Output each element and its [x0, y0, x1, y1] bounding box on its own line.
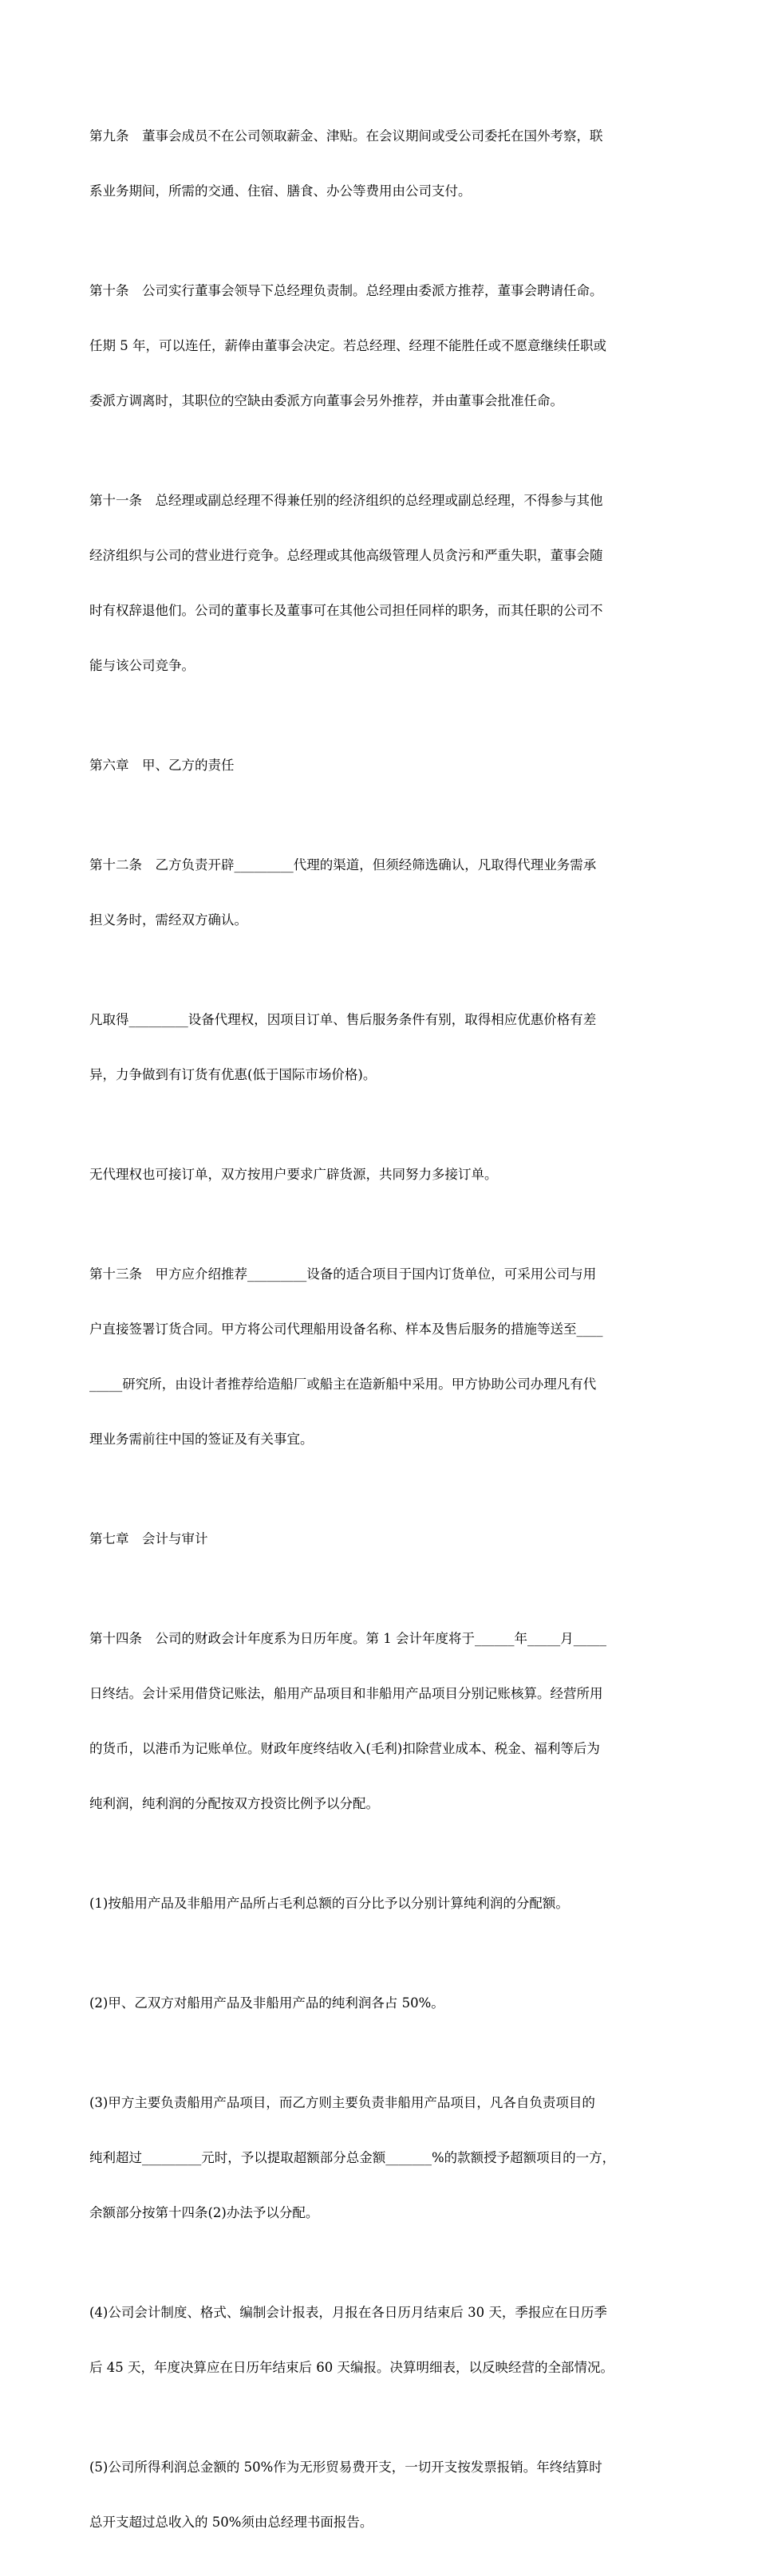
text-line: 第六章 甲、乙方的责任: [89, 758, 235, 773]
article-10: [89, 245, 670, 447]
text-line: (4)公司会计制度、格式、编制会计报表，月报在各日历月结束后 30 天，季报应在日历季: [89, 2305, 607, 2320]
article-12-agency-rights: [89, 974, 670, 1121]
text-line: 的货币，以港币为记账单位。财政年度终结收入(毛利)扣除营业成本、税金、福利等后为: [89, 1741, 600, 1756]
text-line: 担义务时，需经双方确认。: [89, 912, 247, 928]
article-14-item-3: [89, 2057, 670, 2259]
text-line: 时有权辞退他们。公司的董事长及董事可在其他公司担任同样的职务，而其任职的公司不: [89, 603, 603, 618]
article-11: [89, 455, 670, 711]
text-line: 第十条 公司实行董事会领导下总经理负责制。总经理由委派方推荐，董事会聘请任命。: [89, 283, 603, 298]
text-line: 纯利润，纯利润的分配按双方投资比例予以分配。: [89, 1796, 379, 1811]
text-line: (2)甲、乙双方对船用产品及非船用产品的纯利润各占 50%。: [89, 1995, 444, 2011]
chapter-7-heading: [89, 1493, 670, 1585]
text-line: 户直接签署订货合同。甲方将公司代理船用设备名称、样本及售后服务的措施等送至____: [89, 1321, 603, 1337]
text-line: 委派方调离时，其职位的空缺由委派方向董事会另外推荐，并由董事会批准任命。: [89, 393, 563, 408]
article-13: [89, 1228, 670, 1485]
text-line: 余额部分按第十四条(2)办法予以分配。: [89, 2205, 319, 2220]
text-line: (5)公司所得利润总金额的 50%作为无形贸易费开支，一切开支按发票报销。年终结算时: [89, 2460, 602, 2475]
article-12-orders: [89, 1128, 670, 1220]
text-line: 后 45 天，年度决算应在日历年结束后 60 天编报。决算明细表，以反映经营的全部情况。: [89, 2360, 614, 2375]
document-page: [89, 90, 670, 2576]
chapter-6-heading: [89, 719, 670, 811]
article-14-item-4: [89, 2267, 670, 2413]
text-line: 日终结。会计采用借贷记账法，船用产品项目和非船用产品项目分别记账核算。经营所用: [89, 1686, 603, 1701]
text-line: 任期 5 年，可以连任，薪俸由董事会决定。若总经理、经理不能胜任或不愿意继续任职或: [89, 338, 606, 353]
article-14-item-1: [89, 1857, 670, 1949]
article-14-item-5: [89, 2421, 670, 2568]
text-line: 能与该公司竞争。: [89, 658, 195, 673]
article-9: [89, 90, 670, 237]
text-line: (1)按船用产品及非船用产品所占毛利总额的百分比予以分别计算纯利润的分配额。: [89, 1896, 569, 1911]
text-line: 第十三条 甲方应介绍推荐_________设备的适合项目于国内订货单位，可采用公司与用: [89, 1266, 597, 1282]
text-line: 第七章 会计与审计: [89, 1531, 208, 1546]
article-14: [89, 1593, 670, 1849]
text-line: 总开支超过总收入的 50%须由总经理书面报告。: [89, 2515, 373, 2530]
text-line: 第九条 董事会成员不在公司领取薪金、津贴。在会议期间或受公司委托在国外考察，联: [89, 128, 603, 144]
text-line: _____研究所，由设计者推荐给造船厂或船主在造新船中采用。甲方协助公司办理凡有代: [89, 1377, 597, 1392]
text-line: 纯利超过_________元时，予以提取超额部分总金额_______%的款额授予超额项目的一方，: [89, 2150, 616, 2165]
text-line: 第十二条 乙方负责开辟_________代理的渠道，但须经筛选确认，凡取得代理业务需承: [89, 857, 597, 872]
text-line: (3)甲方主要负责船用产品项目，而乙方则主要负责非船用产品项目，凡各自负责项目的: [89, 2095, 595, 2110]
text-line: 系业务期间，所需的交通、住宿、膳食、办公等费用由公司支付。: [89, 183, 472, 199]
text-line: 异，力争做到有订货有优惠(低于国际市场价格)。: [89, 1067, 377, 1082]
text-line: 理业务需前往中国的签证及有关事宜。: [89, 1432, 314, 1447]
text-line: 无代理权也可接订单，双方按用户要求广辟货源，共同努力多接订单。: [89, 1167, 498, 1182]
article-14-item-2: [89, 1957, 670, 2049]
text-line: 经济组织与公司的营业进行竞争。总经理或其他高级管理人员贪污和严重失职，董事会随: [89, 548, 603, 563]
text-line: 第十一条 总经理或副总经理不得兼任别的经济组织的总经理或副总经理，不得参与其他: [89, 493, 603, 508]
article-12: [89, 819, 670, 966]
text-line: 第十四条 公司的财政会计年度系为日历年度。第 1 会计年度将于______年_____月_____: [89, 1631, 606, 1646]
text-line: 凡取得_________设备代理权，因项目订单、售后服务条件有别，取得相应优惠价格有差: [89, 1012, 597, 1027]
